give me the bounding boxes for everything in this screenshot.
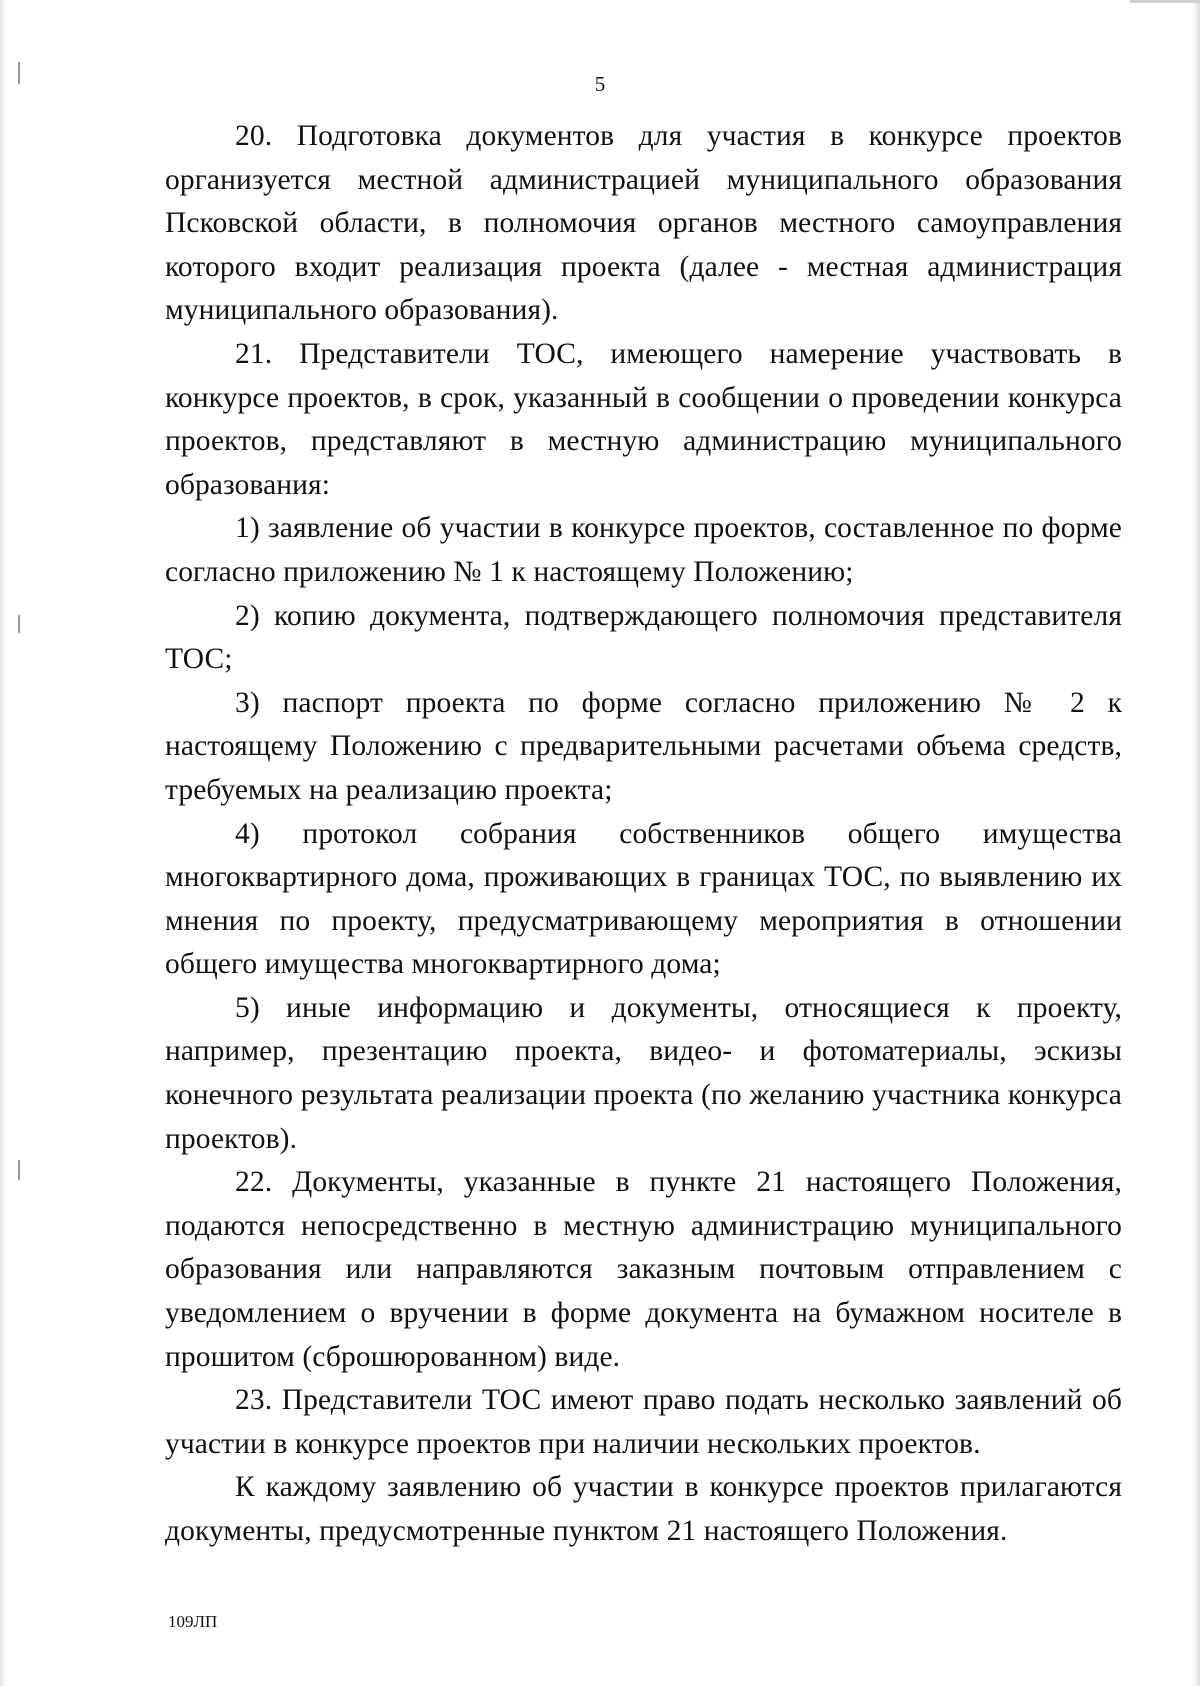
list-item-4: 4) протокол собрания собственников общего имущества многоквартирного дома, проживающих в границах ТОС, по выявлению их мнения по проекту, предусматривающему мероприятия в отношении общего имущества многоквартирного дома;: [165, 817, 1122, 981]
scan-left-edge: [0, 0, 7, 1686]
paragraph-20: 20. Подготовка документов для участия в конкурсе проектов организуется местной администрацией муниципального образования Псковской области, в полномочия органов местного самоуправления которого входит реализация проекта (далее - местная администрация муниципального образования).: [165, 120, 1122, 327]
paragraph-23: 23. Представители ТОС имеют право подать несколько заявлений об участии в конкурсе проектов при наличии нескольких проектов.: [165, 1384, 1122, 1460]
scan-top-right-edge: [1130, 0, 1200, 3]
page-number: 5: [594, 72, 606, 96]
paragraph-21: 21. Представители ТОС, имеющего намерение участвовать в конкурсе проектов, в срок, указанный в сообщении о проведении конкурса проектов, представляют в местную администрацию муниципального образования:: [165, 337, 1122, 501]
paragraph-23-continuation: К каждому заявлению об участии в конкурсе проектов прилагаются документы, предусмотренные пунктом 21 настоящего Положения.: [165, 1471, 1122, 1547]
scan-mark: [18, 615, 20, 633]
list-item-2: 2) копию документа, подтверждающего полномочия представителя ТОС;: [165, 599, 1122, 676]
list-item-5: 5) иные информацию и документы, относящиеся к проекту, например, презентацию проекта, видео- и фотоматериалы, эскизы конечного результата реализации проекта (по желанию участника конкурса проектов).: [165, 991, 1122, 1155]
list-item-1: 1) заявление об участии в конкурсе проектов, составленное по форме согласно приложению № 1 к настоящему Положению;: [165, 512, 1122, 588]
paragraph-22: 22. Документы, указанные в пункте 21 настоящего Положения, подаются непосредственно в местную администрацию муниципального образования или направляются заказным почтовым отправлением с уведомлением о вручении в форме документа на бумажном носителе в прошитом (сброшюрованном) виде.: [165, 1166, 1122, 1373]
document-body: [165, 115, 1122, 1554]
footer-document-code: 109ЛП: [168, 1612, 218, 1631]
scan-right-edge: [1192, 0, 1200, 1686]
scan-mark: [18, 1160, 20, 1180]
list-item-3: 3) паспорт проекта по форме согласно приложению № 2 к настоящему Положению с предварительными расчетами объема средств, требуемых на реализацию проекта;: [165, 686, 1122, 806]
